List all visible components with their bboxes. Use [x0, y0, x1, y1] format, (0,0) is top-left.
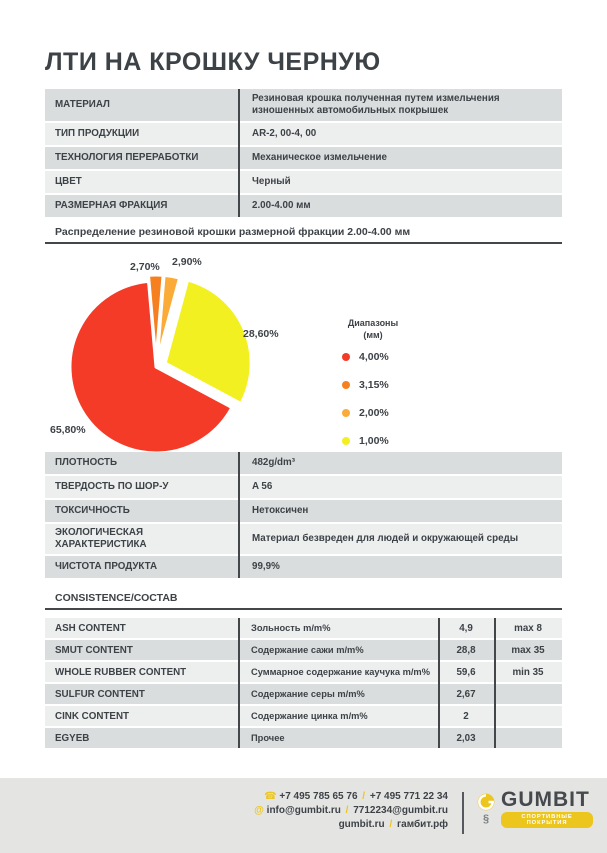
email-icon: @ — [254, 805, 264, 816]
pie-slice-label: 28,60% — [243, 328, 279, 340]
page-title: ЛТИ НА КРОШКУ ЧЕРНУЮ — [45, 48, 381, 76]
legend-dot — [342, 409, 350, 417]
email-address[interactable]: info@gumbit.ru — [266, 805, 341, 816]
legend-label: 3,15% — [359, 379, 389, 392]
row-value: Механическое измельчение — [252, 151, 387, 163]
row-value: A 56 — [252, 480, 273, 492]
legend-dot — [342, 381, 350, 389]
row-limit: max 35 — [511, 644, 545, 656]
phone-number[interactable]: +7 495 785 65 76 — [279, 791, 358, 802]
row-value: 2,03 — [456, 732, 476, 744]
legend-item — [330, 379, 416, 391]
pie-slice-label: 2,90% — [172, 256, 202, 268]
row-label: МАТЕРИАЛ — [55, 98, 110, 110]
row-description: Содержание серы m/m% — [251, 689, 365, 699]
row-value: 4,9 — [459, 622, 473, 634]
table-row — [45, 89, 562, 121]
phone-line — [254, 790, 448, 804]
legend-item — [330, 435, 416, 447]
table-row — [45, 476, 562, 498]
row-value: 99,9% — [252, 561, 280, 573]
separator: / — [389, 819, 393, 830]
row-description: Прочее — [251, 733, 285, 743]
row-value: Черный — [252, 175, 291, 187]
legend-label: 1,00% — [359, 435, 389, 448]
table-divider — [494, 618, 496, 748]
legend-item — [330, 407, 416, 419]
row-label: ЭКОЛОГИЧЕСКАЯ ХАРАКТЕРИСТИКА — [55, 527, 147, 551]
composition-heading-rule — [45, 608, 562, 610]
table-row — [45, 706, 562, 726]
row-value: 2.00-4.00 мм — [252, 199, 311, 211]
table-row — [45, 171, 562, 193]
row-description: Суммарное содержание каучука m/m% — [251, 667, 430, 677]
chart-title: Распределение резиновой крошки размерной фракции 2.00-4.00 мм — [55, 226, 411, 238]
row-label: РАЗМЕРНАЯ ФРАКЦИЯ — [55, 199, 168, 211]
phone-number[interactable]: +7 495 771 22 34 — [369, 791, 448, 802]
row-value: 59,6 — [456, 666, 476, 678]
row-limit: max 8 — [514, 622, 542, 634]
legend-dot — [342, 437, 350, 445]
separator: / — [345, 805, 349, 816]
properties-table — [45, 452, 562, 578]
table-row — [45, 684, 562, 704]
spring-icon: § — [482, 813, 490, 825]
row-name: EGYEB — [55, 732, 90, 744]
row-label: ЦВЕТ — [55, 175, 82, 187]
row-label: ТИП ПРОДУКЦИИ — [55, 127, 140, 139]
footer-divider — [462, 792, 464, 834]
row-name: CINK CONTENT — [55, 710, 130, 722]
logo-tagline: СПОРТИВНЫЕ ПОКРЫТИЯ — [501, 812, 593, 828]
table-row — [45, 728, 562, 748]
row-value: AR-2, 00-4, 00 — [252, 127, 317, 139]
row-value: 482g/dm³ — [252, 456, 296, 468]
composition-table — [45, 618, 562, 748]
table-row — [45, 618, 562, 638]
footer — [0, 778, 607, 853]
composition-heading: CONSISTENCE/СОСТАВ — [55, 592, 178, 604]
row-value: Резиновая крошка полученная путем измельчения изношенных автомобильных покрышек — [252, 92, 500, 116]
logo-g-swirl-icon — [476, 792, 496, 812]
row-description: Содержание сажи m/m% — [251, 645, 364, 655]
row-description: Зольность m/m% — [251, 623, 331, 633]
row-value: Нетоксичен — [252, 504, 309, 516]
row-value: 2,67 — [456, 688, 476, 700]
product-spec-table — [45, 89, 562, 217]
table-row — [45, 524, 562, 554]
gumbit-logo — [476, 790, 593, 828]
row-description: Содержание цинка m/m% — [251, 711, 368, 721]
legend-label: 4,00% — [359, 351, 389, 364]
email-line — [254, 804, 448, 818]
website-url[interactable]: гамбит.рф — [397, 819, 448, 830]
phone-icon: ☎ — [264, 791, 277, 802]
legend-dot — [342, 353, 350, 361]
row-name: SMUT CONTENT — [55, 644, 133, 656]
website-url[interactable]: gumbit.ru — [338, 819, 385, 830]
table-row — [45, 556, 562, 578]
row-limit: min 35 — [512, 666, 544, 678]
pie-slice-label: 2,70% — [130, 261, 160, 273]
legend-item — [330, 351, 416, 363]
table-row — [45, 640, 562, 660]
website-line — [254, 818, 448, 832]
contact-block — [254, 790, 448, 832]
legend-title: Диапазоны (мм) — [347, 318, 399, 340]
legend-label: 2,00% — [359, 407, 389, 420]
row-label: ЧИСТОТА ПРОДУКТА — [55, 561, 158, 573]
row-label: ТВЕРДОСТЬ ПО ШОР-У — [55, 480, 169, 492]
logo-wordmark: GUMBIT — [501, 788, 590, 811]
row-name: ASH CONTENT — [55, 622, 126, 634]
table-row — [45, 662, 562, 682]
row-value: 2 — [463, 710, 469, 722]
table-row — [45, 123, 562, 145]
chart-legend — [330, 318, 416, 447]
row-name: SULFUR CONTENT — [55, 688, 145, 700]
row-value: 28,8 — [456, 644, 476, 656]
table-row — [45, 452, 562, 474]
row-label: ПЛОТНОСТЬ — [55, 456, 118, 468]
pie-slice-label: 65,80% — [50, 424, 86, 436]
row-label: ТОКСИЧНОСТЬ — [55, 504, 130, 516]
row-value: Материал безвреден для людей и окружающей среды — [252, 533, 519, 545]
row-name: WHOLE RUBBER CONTENT — [55, 666, 187, 678]
separator: / — [362, 791, 366, 802]
table-row — [45, 147, 562, 169]
table-row — [45, 500, 562, 522]
table-row — [45, 195, 562, 217]
row-label: ТЕХНОЛОГИЯ ПЕРЕРАБОТКИ — [55, 151, 199, 163]
email-address[interactable]: 7712234@gumbit.ru — [353, 805, 448, 816]
